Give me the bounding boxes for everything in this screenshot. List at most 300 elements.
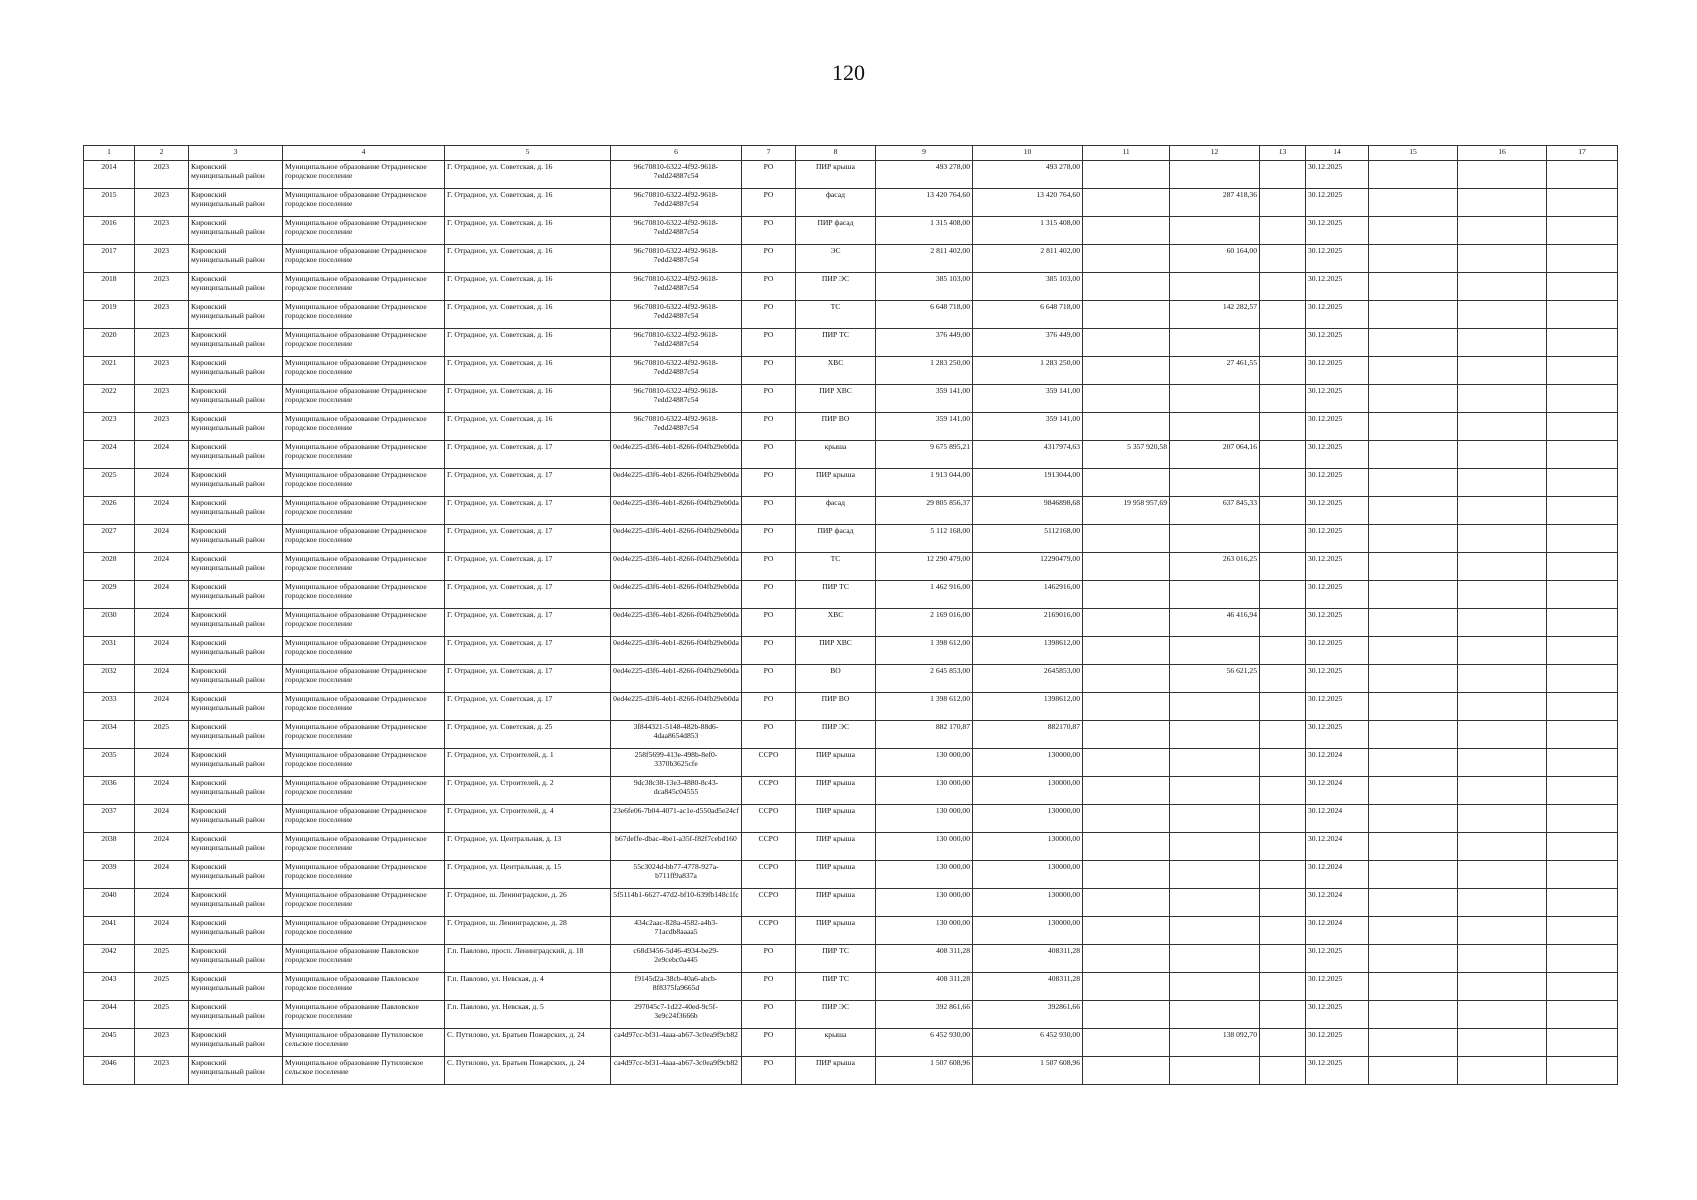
table-cell-col-12: [1170, 721, 1260, 749]
table-cell-col-14: 30.12.2024: [1306, 917, 1369, 945]
table-cell-col-14: 30.12.2025: [1306, 609, 1369, 637]
table-cell-col-12: 142 282,57: [1170, 301, 1260, 329]
column-header-12: 12: [1170, 146, 1260, 161]
table-cell-col-16: [1458, 833, 1547, 861]
table-cell-col-16: [1458, 413, 1547, 441]
table-cell-col-10: 1398612,00: [973, 637, 1083, 665]
table-cell-col-2: 2024: [135, 497, 189, 525]
table-cell-col-16: [1458, 497, 1547, 525]
table-cell-col-1: 2033: [84, 693, 135, 721]
table-cell-col-11: [1083, 973, 1170, 1001]
table-cell-col-2: 2024: [135, 805, 189, 833]
table-cell-col-14: 30.12.2024: [1306, 833, 1369, 861]
table-cell-col-4: Муниципальное образование Отрадненское городское поселение: [283, 469, 445, 497]
table-cell-col-10: 130000,00: [973, 777, 1083, 805]
table-cell-col-14: 30.12.2024: [1306, 805, 1369, 833]
table-cell-col-5: Г.п. Павлово, ул. Невская, д. 5: [445, 1001, 611, 1029]
table-row: [84, 497, 1618, 525]
table-cell-col-3: Кировский муниципальный район: [189, 525, 283, 553]
table-cell-col-6: 96c70810-6322-4f92-9618-7edd24887c54: [611, 413, 742, 441]
table-cell-col-17: [1547, 385, 1618, 413]
table-cell-col-15: [1369, 945, 1458, 973]
table-row: [84, 889, 1618, 917]
table-cell-col-5: Г. Отрадное, ул. Центральная, д. 15: [445, 861, 611, 889]
column-header-11: 11: [1083, 146, 1170, 161]
table-cell-col-7: РО: [742, 581, 796, 609]
table-cell-col-8: ПИР крыша: [796, 777, 876, 805]
table-cell-col-9: 1 398 612,00: [876, 637, 973, 665]
table-cell-col-1: 2043: [84, 973, 135, 1001]
table-cell-col-8: ПИР ВО: [796, 693, 876, 721]
table-cell-col-6: 5f5114b1-6627-47d2-bf10-639fb148c1fc: [611, 889, 742, 917]
table-cell-col-4: Муниципальное образование Отрадненское городское поселение: [283, 553, 445, 581]
table-cell-col-10: 130000,00: [973, 833, 1083, 861]
table-cell-col-14: 30.12.2025: [1306, 693, 1369, 721]
table-cell-col-5: С. Путилово, ул. Братьев Пожарских, д. 24: [445, 1057, 611, 1085]
table-cell-col-14: 30.12.2025: [1306, 525, 1369, 553]
table-cell-col-3: Кировский муниципальный район: [189, 805, 283, 833]
table-cell-col-16: [1458, 609, 1547, 637]
table-cell-col-13: [1260, 553, 1306, 581]
table-cell-col-10: 12290479,00: [973, 553, 1083, 581]
table-cell-col-7: РО: [742, 217, 796, 245]
table-cell-col-12: 60 164,00: [1170, 245, 1260, 273]
table-cell-col-10: 1 283 250,00: [973, 357, 1083, 385]
table-cell-col-13: [1260, 1001, 1306, 1029]
table-cell-col-13: [1260, 217, 1306, 245]
table-cell-col-1: 2017: [84, 245, 135, 273]
table-cell-col-10: 1 315 408,00: [973, 217, 1083, 245]
table-cell-col-2: 2025: [135, 1001, 189, 1029]
table-cell-col-9: 130 000,00: [876, 833, 973, 861]
table-cell-col-4: Муниципальное образование Отрадненское городское поселение: [283, 413, 445, 441]
table-row: [84, 273, 1618, 301]
table-cell-col-11: [1083, 1057, 1170, 1085]
table-cell-col-9: 2 169 016,00: [876, 609, 973, 637]
table-cell-col-9: 6 452 930,00: [876, 1029, 973, 1057]
table-cell-col-2: 2023: [135, 217, 189, 245]
table-cell-col-14: 30.12.2025: [1306, 1001, 1369, 1029]
table-cell-col-17: [1547, 189, 1618, 217]
table-cell-col-16: [1458, 217, 1547, 245]
table-cell-col-8: ПИР крыша: [796, 861, 876, 889]
table-cell-col-10: 359 141,00: [973, 413, 1083, 441]
table-cell-col-6: 96c70810-6322-4f92-9618-7edd24887c54: [611, 357, 742, 385]
table-cell-col-4: Муниципальное образование Отрадненское городское поселение: [283, 805, 445, 833]
table-cell-col-6: f9145d2a-38cb-40a6-abcb-8f8375fa9665d: [611, 973, 742, 1001]
table-cell-col-12: [1170, 1001, 1260, 1029]
table-cell-col-6: 96c70810-6322-4f92-9618-7edd24887c54: [611, 217, 742, 245]
table-cell-col-3: Кировский муниципальный район: [189, 385, 283, 413]
table-cell-col-7: РО: [742, 245, 796, 273]
table-cell-col-7: ССРО: [742, 749, 796, 777]
table-cell-col-4: Муниципальное образование Отрадненское городское поселение: [283, 357, 445, 385]
table-cell-col-4: Муниципальное образование Отрадненское городское поселение: [283, 917, 445, 945]
table-cell-col-1: 2015: [84, 189, 135, 217]
table-cell-col-16: [1458, 637, 1547, 665]
table-cell-col-12: [1170, 329, 1260, 357]
table-cell-col-16: [1458, 889, 1547, 917]
table-cell-col-14: 30.12.2025: [1306, 217, 1369, 245]
table-cell-col-13: [1260, 1029, 1306, 1057]
table-cell-col-12: 207 064,16: [1170, 441, 1260, 469]
table-cell-col-7: РО: [742, 553, 796, 581]
table-cell-col-17: [1547, 301, 1618, 329]
table-cell-col-2: 2024: [135, 693, 189, 721]
table-cell-col-13: [1260, 749, 1306, 777]
table-cell-col-4: Муниципальное образование Отрадненское городское поселение: [283, 833, 445, 861]
table-cell-col-7: РО: [742, 301, 796, 329]
table-cell-col-5: Г.п. Павлово, просп. Ленинградский, д. 18: [445, 945, 611, 973]
table-cell-col-15: [1369, 245, 1458, 273]
table-cell-col-15: [1369, 833, 1458, 861]
table-cell-col-17: [1547, 805, 1618, 833]
table-row: [84, 693, 1618, 721]
table-cell-col-12: [1170, 805, 1260, 833]
table-cell-col-11: [1083, 609, 1170, 637]
table-cell-col-8: ПИР ЭС: [796, 721, 876, 749]
table-cell-col-17: [1547, 329, 1618, 357]
table-cell-col-17: [1547, 777, 1618, 805]
table-cell-col-8: ПИР ТС: [796, 329, 876, 357]
column-header-5: 5: [445, 146, 611, 161]
table-cell-col-8: фасад: [796, 497, 876, 525]
table-cell-col-13: [1260, 777, 1306, 805]
table-cell-col-16: [1458, 329, 1547, 357]
table-cell-col-1: 2025: [84, 469, 135, 497]
table-cell-col-8: ПИР фасад: [796, 217, 876, 245]
table-cell-col-2: 2024: [135, 777, 189, 805]
table-cell-col-7: ССРО: [742, 777, 796, 805]
table-cell-col-13: [1260, 945, 1306, 973]
table-cell-col-3: Кировский муниципальный район: [189, 945, 283, 973]
table-cell-col-10: 6 648 718,00: [973, 301, 1083, 329]
table-cell-col-5: Г. Отрадное, ул. Советская, д. 17: [445, 665, 611, 693]
table-cell-col-6: 258f5699-413e-498b-8ef0-3370b3625cfe: [611, 749, 742, 777]
table-cell-col-17: [1547, 497, 1618, 525]
table-cell-col-1: 2027: [84, 525, 135, 553]
table-cell-col-13: [1260, 273, 1306, 301]
table-cell-col-16: [1458, 693, 1547, 721]
table-cell-col-15: [1369, 749, 1458, 777]
table-cell-col-10: 1 507 608,96: [973, 1057, 1083, 1085]
table-cell-col-12: [1170, 1057, 1260, 1085]
table-cell-col-11: [1083, 357, 1170, 385]
table-cell-col-13: [1260, 861, 1306, 889]
table-cell-col-4: Муниципальное образование Отрадненское городское поселение: [283, 889, 445, 917]
table-cell-col-9: 130 000,00: [876, 777, 973, 805]
table-cell-col-15: [1369, 665, 1458, 693]
column-header-16: 16: [1458, 146, 1547, 161]
table-cell-col-10: 130000,00: [973, 889, 1083, 917]
table-cell-col-3: Кировский муниципальный район: [189, 637, 283, 665]
table-cell-col-17: [1547, 721, 1618, 749]
table-cell-col-16: [1458, 525, 1547, 553]
table-cell-col-10: 130000,00: [973, 805, 1083, 833]
table-cell-col-13: [1260, 469, 1306, 497]
table-cell-col-11: 19 958 957,69: [1083, 497, 1170, 525]
table-cell-col-3: Кировский муниципальный район: [189, 749, 283, 777]
table-cell-col-1: 2014: [84, 161, 135, 189]
table-cell-col-17: [1547, 609, 1618, 637]
table-cell-col-5: Г.п. Павлово, ул. Невская, д. 4: [445, 973, 611, 1001]
column-header-7: 7: [742, 146, 796, 161]
table-cell-col-17: [1547, 413, 1618, 441]
table-cell-col-13: [1260, 721, 1306, 749]
table-cell-col-3: Кировский муниципальный район: [189, 693, 283, 721]
table-cell-col-7: РО: [742, 1057, 796, 1085]
table-cell-col-5: Г. Отрадное, ул. Советская, д. 17: [445, 469, 611, 497]
table-cell-col-15: [1369, 609, 1458, 637]
table-cell-col-10: 13 420 764,60: [973, 189, 1083, 217]
table-cell-col-15: [1369, 301, 1458, 329]
table-cell-col-10: 2 811 402,00: [973, 245, 1083, 273]
table-cell-col-8: ХВС: [796, 609, 876, 637]
table-cell-col-3: Кировский муниципальный район: [189, 189, 283, 217]
table-cell-col-10: 1462916,00: [973, 581, 1083, 609]
table-cell-col-12: [1170, 749, 1260, 777]
table-cell-col-3: Кировский муниципальный район: [189, 329, 283, 357]
table-cell-col-15: [1369, 805, 1458, 833]
table-row: [84, 217, 1618, 245]
table-cell-col-12: 287 418,36: [1170, 189, 1260, 217]
table-cell-col-16: [1458, 721, 1547, 749]
table-cell-col-8: фасад: [796, 189, 876, 217]
table-cell-col-14: 30.12.2025: [1306, 721, 1369, 749]
table-cell-col-17: [1547, 861, 1618, 889]
table-cell-col-11: [1083, 469, 1170, 497]
table-cell-col-16: [1458, 273, 1547, 301]
table-row: [84, 301, 1618, 329]
table-cell-col-15: [1369, 581, 1458, 609]
table-cell-col-10: 2645853,00: [973, 665, 1083, 693]
table-cell-col-4: Муниципальное образование Отрадненское городское поселение: [283, 329, 445, 357]
table-cell-col-12: [1170, 777, 1260, 805]
table-cell-col-17: [1547, 525, 1618, 553]
table-cell-col-3: Кировский муниципальный район: [189, 469, 283, 497]
table-cell-col-9: 9 675 895,21: [876, 441, 973, 469]
table-cell-col-13: [1260, 665, 1306, 693]
table-row: [84, 553, 1618, 581]
table-cell-col-15: [1369, 497, 1458, 525]
table-cell-col-9: 882 170,87: [876, 721, 973, 749]
table-cell-col-9: 5 112 168,00: [876, 525, 973, 553]
table-cell-col-10: 130000,00: [973, 917, 1083, 945]
table-cell-col-4: Муниципальное образование Отрадненское городское поселение: [283, 301, 445, 329]
table-cell-col-16: [1458, 945, 1547, 973]
table-cell-col-9: 6 648 718,00: [876, 301, 973, 329]
table-cell-col-14: 30.12.2025: [1306, 665, 1369, 693]
table-cell-col-13: [1260, 833, 1306, 861]
table-cell-col-3: Кировский муниципальный район: [189, 1001, 283, 1029]
table-cell-col-10: 4317974,63: [973, 441, 1083, 469]
table-cell-col-7: ССРО: [742, 805, 796, 833]
table-cell-col-12: [1170, 217, 1260, 245]
table-cell-col-16: [1458, 1029, 1547, 1057]
table-cell-col-1: 2032: [84, 665, 135, 693]
table-cell-col-10: 408311,28: [973, 945, 1083, 973]
table-cell-col-10: 392861,66: [973, 1001, 1083, 1029]
table-cell-col-12: [1170, 833, 1260, 861]
table-cell-col-9: 408 311,28: [876, 945, 973, 973]
table-cell-col-1: 2040: [84, 889, 135, 917]
table-cell-col-1: 2029: [84, 581, 135, 609]
table-row: [84, 581, 1618, 609]
table-cell-col-9: 12 290 479,00: [876, 553, 973, 581]
table-cell-col-17: [1547, 469, 1618, 497]
table-cell-col-6: 0ed4e225-d3f6-4eb1-8266-f04fb29eb0da: [611, 441, 742, 469]
table-cell-col-7: ССРО: [742, 917, 796, 945]
table-cell-col-9: 1 507 608,96: [876, 1057, 973, 1085]
table-cell-col-2: 2023: [135, 161, 189, 189]
table-cell-col-6: 96c70810-6322-4f92-9618-7edd24887c54: [611, 329, 742, 357]
table-cell-col-15: [1369, 861, 1458, 889]
table-cell-col-1: 2030: [84, 609, 135, 637]
table-row: [84, 609, 1618, 637]
table-cell-col-5: Г. Отрадное, ул. Строителей, д. 4: [445, 805, 611, 833]
table-row: [84, 189, 1618, 217]
table-cell-col-15: [1369, 441, 1458, 469]
table-cell-col-4: Муниципальное образование Отрадненское городское поселение: [283, 441, 445, 469]
table-cell-col-15: [1369, 329, 1458, 357]
table-cell-col-14: 30.12.2025: [1306, 301, 1369, 329]
table-cell-col-17: [1547, 581, 1618, 609]
table-cell-col-12: [1170, 693, 1260, 721]
table-cell-col-14: 30.12.2025: [1306, 1029, 1369, 1057]
table-cell-col-17: [1547, 1029, 1618, 1057]
table-cell-col-17: [1547, 917, 1618, 945]
table-cell-col-14: 30.12.2025: [1306, 469, 1369, 497]
table-cell-col-15: [1369, 553, 1458, 581]
table-cell-col-16: [1458, 777, 1547, 805]
table-row: [84, 329, 1618, 357]
table-cell-col-13: [1260, 889, 1306, 917]
table-cell-col-9: 392 861,66: [876, 1001, 973, 1029]
table-cell-col-9: 130 000,00: [876, 805, 973, 833]
table-cell-col-10: 359 141,00: [973, 385, 1083, 413]
table-cell-col-4: Муниципальное образование Отрадненское городское поселение: [283, 217, 445, 245]
table-cell-col-8: ПИР крыша: [796, 917, 876, 945]
table-cell-col-10: 6 452 930,00: [973, 1029, 1083, 1057]
table-cell-col-8: ВО: [796, 665, 876, 693]
table-cell-col-3: Кировский муниципальный район: [189, 665, 283, 693]
table-cell-col-1: 2036: [84, 777, 135, 805]
table-cell-col-14: 30.12.2025: [1306, 413, 1369, 441]
table-row: [84, 749, 1618, 777]
table-cell-col-8: ЭС: [796, 245, 876, 273]
table-cell-col-13: [1260, 1057, 1306, 1085]
table-cell-col-17: [1547, 693, 1618, 721]
table-cell-col-14: 30.12.2025: [1306, 385, 1369, 413]
table-cell-col-13: [1260, 525, 1306, 553]
table-cell-col-1: 2018: [84, 273, 135, 301]
table-cell-col-14: 30.12.2025: [1306, 581, 1369, 609]
table-cell-col-7: РО: [742, 497, 796, 525]
table-cell-col-16: [1458, 469, 1547, 497]
table-cell-col-8: ПИР ТС: [796, 581, 876, 609]
table-cell-col-11: [1083, 385, 1170, 413]
table-cell-col-14: 30.12.2024: [1306, 777, 1369, 805]
table-cell-col-16: [1458, 189, 1547, 217]
table-cell-col-8: ПИР ЭС: [796, 273, 876, 301]
table-cell-col-5: Г. Отрадное, ул. Советская, д. 16: [445, 273, 611, 301]
table-cell-col-12: [1170, 273, 1260, 301]
table-cell-col-5: Г. Отрадное, ул. Советская, д. 16: [445, 189, 611, 217]
table-cell-col-7: РО: [742, 329, 796, 357]
table-cell-col-16: [1458, 385, 1547, 413]
table-cell-col-5: Г. Отрадное, ул. Советская, д. 16: [445, 161, 611, 189]
table-cell-col-6: 96c70810-6322-4f92-9618-7edd24887c54: [611, 301, 742, 329]
table-cell-col-4: Муниципальное образование Отрадненское городское поселение: [283, 637, 445, 665]
table-cell-col-15: [1369, 217, 1458, 245]
table-cell-col-15: [1369, 637, 1458, 665]
table-cell-col-6: c68d3456-5d46-4934-be29-2e9cebc0a445: [611, 945, 742, 973]
table-cell-col-7: РО: [742, 357, 796, 385]
table-cell-col-16: [1458, 553, 1547, 581]
table-cell-col-4: Муниципальное образование Павловское городское поселение: [283, 973, 445, 1001]
table-cell-col-3: Кировский муниципальный район: [189, 1029, 283, 1057]
table-cell-col-5: Г. Отрадное, ул. Советская, д. 17: [445, 525, 611, 553]
table-cell-col-6: 0ed4e225-d3f6-4eb1-8266-f04fb29eb0da: [611, 497, 742, 525]
table-cell-col-14: 30.12.2025: [1306, 497, 1369, 525]
table-cell-col-14: 30.12.2024: [1306, 889, 1369, 917]
table-row: [84, 1057, 1618, 1085]
table-cell-col-1: 2046: [84, 1057, 135, 1085]
table-cell-col-17: [1547, 245, 1618, 273]
table-row: [84, 525, 1618, 553]
column-header-14: 14: [1306, 146, 1369, 161]
table-cell-col-15: [1369, 161, 1458, 189]
table-cell-col-3: Кировский муниципальный район: [189, 553, 283, 581]
table-cell-col-15: [1369, 189, 1458, 217]
table-cell-col-16: [1458, 1001, 1547, 1029]
table-cell-col-14: 30.12.2025: [1306, 357, 1369, 385]
table-cell-col-11: [1083, 749, 1170, 777]
table-row: [84, 805, 1618, 833]
table-cell-col-11: [1083, 805, 1170, 833]
table-cell-col-8: ПИР ВО: [796, 413, 876, 441]
table-cell-col-5: Г. Отрадное, ш. Ленинградское, д. 26: [445, 889, 611, 917]
table-row: [84, 1001, 1618, 1029]
table-cell-col-6: 0ed4e225-d3f6-4eb1-8266-f04fb29eb0da: [611, 693, 742, 721]
table-row: [84, 721, 1618, 749]
table-cell-col-4: Муниципальное образование Отрадненское городское поселение: [283, 385, 445, 413]
table-cell-col-6: 96c70810-6322-4f92-9618-7edd24887c54: [611, 161, 742, 189]
table-body: [84, 161, 1618, 1085]
table-cell-col-9: 130 000,00: [876, 861, 973, 889]
column-header-3: 3: [189, 146, 283, 161]
table-cell-col-4: Муниципальное образование Отрадненское городское поселение: [283, 777, 445, 805]
table-cell-col-3: Кировский муниципальный район: [189, 917, 283, 945]
data-table: [83, 145, 1618, 1085]
table-cell-col-3: Кировский муниципальный район: [189, 301, 283, 329]
table-cell-col-13: [1260, 497, 1306, 525]
table-cell-col-10: 882170,87: [973, 721, 1083, 749]
table-cell-col-11: [1083, 945, 1170, 973]
header-row: [84, 146, 1618, 161]
table-cell-col-9: 130 000,00: [876, 917, 973, 945]
table-cell-col-14: 30.12.2024: [1306, 749, 1369, 777]
table-cell-col-14: 30.12.2025: [1306, 1057, 1369, 1085]
table-cell-col-11: [1083, 777, 1170, 805]
table-cell-col-10: 130000,00: [973, 861, 1083, 889]
column-header-9: 9: [876, 146, 973, 161]
table-cell-col-13: [1260, 637, 1306, 665]
table-cell-col-16: [1458, 357, 1547, 385]
table-cell-col-14: 30.12.2025: [1306, 553, 1369, 581]
table-cell-col-15: [1369, 1029, 1458, 1057]
table-cell-col-7: РО: [742, 693, 796, 721]
